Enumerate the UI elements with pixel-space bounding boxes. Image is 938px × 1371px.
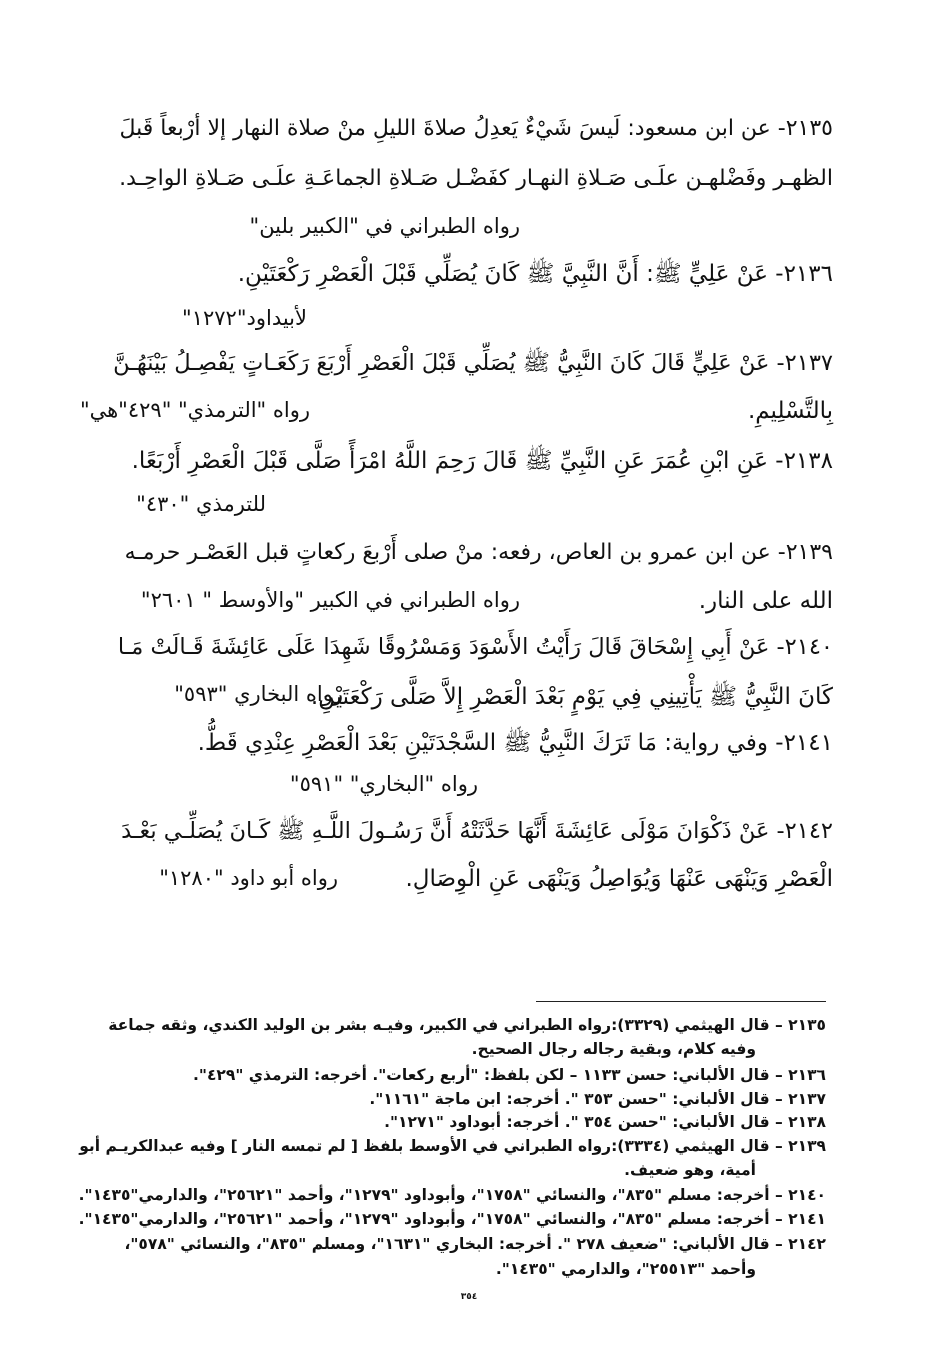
hadith-2139-reference: رواه الطبراني في الكبير "والأوسط " ٢٦٠١" — [140, 588, 520, 612]
hadith-2142-line-2: الْعَصْرِ وَيَنْهَى عَنْهَا وَيُوَاصِلُ وَيَنْهَى عَنِ الْوِصَالِ. — [405, 866, 833, 892]
hadith-2138-reference: للترمذي "٤٣٠" — [136, 492, 266, 516]
hadith-2140-line-2: كَانَ النَّبِيُّ ﷺ يَأْتِينِي فِي يَوْمٍ بَعْدَ الْعَصْرِ إِلاَّ صَلَّى رَكْعَتَيْنِ. — [310, 684, 833, 710]
hadith-2135-reference: رواه الطبراني في "الكبير بلين" — [249, 214, 520, 238]
hadith-2142-reference: رواه أبو داود "١٢٨٠" — [159, 866, 338, 890]
footnote-2135-line-1: ٢١٣٥ – قال الهيثمي (٣٣٢٩):رواه الطبراني في الكبير، وفيـه بشر بن الوليد الكندي، وثقه جماعة — [108, 1016, 826, 1034]
hadith-2137-reference: رواه "الترمذي" "٤٢٩"هي" — [79, 398, 310, 422]
footnote-2135-line-2: وفيه كلام، وبقية رجاله رجال الصحيح. — [471, 1040, 756, 1058]
footnote-2141: ٢١٤١ – أخرجه: مسلم "٨٣٥"، والنسائي "١٧٥٨"، وأبوداود "١٢٧٩"، وأحمد "٢٥٦٢١"، والدارمي"١٤٣٥". — [78, 1210, 826, 1228]
hadith-2141-line-1: ٢١٤١- وفي رواية: مَا تَرَكَ النَّبِيُّ ﷺ السَّجْدَتَيْنِ بَعْدَ الْعَصْرِ عِنْدِي قَطُّ. — [197, 730, 833, 756]
hadith-2140-line-1: ٢١٤٠- عَنْ أَبِي إِسْحَاقَ قَالَ رَأَيْتُ الأَسْوَدَ وَمَسْرُوقًا شَهِدَا عَلَى عَائِشَةَ قَـالَتْ مَـا — [117, 634, 833, 660]
hadith-2136-line-1: ٢١٣٦- عَنْ عَلِيٍّ ﷺ: أَنَّ النَّبِيَّ ﷺ كَانَ يُصَلِّي قَبْلَ الْعَصْرِ رَكْعَتَيْنِ. — [237, 261, 833, 287]
hadith-2140-reference: رواه البخاري "٥٩٣" — [174, 682, 343, 706]
hadith-2139-line-1: ٢١٣٩- عن ابن عمرو بن العاص، رفعه: منْ صلى أَرْبعَ ركعاتٍ قبل العَصْـر حرمـه — [124, 540, 833, 565]
footnote-2142-line-1: ٢١٤٢ – قال الألباني: "ضعيف ٢٧٨ ". أخرجه: البخاري "١٦٣١"، ومسلم "٨٣٥"، والنسائي "٥٧٨"، — [124, 1235, 826, 1253]
hadith-2141-reference: رواه "البخاري" "٥٩١" — [289, 772, 478, 796]
footnote-2138: ٢١٣٨ – قال الألباني: "حسن ٣٥٤ ". أخرجه: أبوداود "١٢٧١". — [384, 1113, 826, 1131]
hadith-2137-line-2: بِالتَّسْلِيمِ. — [747, 398, 833, 424]
hadith-2137-line-1: ٢١٣٧- عَنْ عَلِيٍّ قَالَ كَانَ النَّبِيُّ ﷺ يُصَلِّي قَبْلَ الْعَصْرِ أَرْبَعَ رَكَعَـاتٍ يَفْصِـلُ بَيْنَهُـنَّ — [113, 350, 833, 376]
page-number: ٣٥٤ — [460, 1292, 478, 1302]
footnote-2142-line-2: وأحمد "٢٥٥١٣"، والدارمي "١٤٣٥". — [495, 1260, 756, 1278]
hadith-2136-reference: لأبيداود"١٢٧٢" — [182, 306, 307, 330]
hadith-2139-line-2: الله على النار. — [698, 588, 833, 614]
hadith-2138-line-1: ٢١٣٨- عَنِ ابْنِ عُمَرَ عَنِ النَّبِيِّ ﷺ قَالَ رَحِمَ اللَّهُ امْرَأً صَلَّى قَبْلَ الْعَصْرِ أَرْبَعًا. — [131, 448, 833, 474]
footnote-2140: ٢١٤٠ – أخرجه: مسلم "٨٣٥"، والنسائي "١٧٥٨"، وأبوداود "١٢٧٩"، وأحمد "٢٥٦٢١"، والدارمي"١٤٣٥". — [78, 1186, 826, 1204]
footnote-2137: ٢١٣٧ – قال الألباني: "حسن ٣٥٣ ". أخرجه: ابن ماجة "١١٦١". — [369, 1090, 826, 1108]
hadith-2135-line-1: ٢١٣٥- عن ابن مسعود: لَيسَ شَيْءٌ يَعدِلُ صلاةَ الليلِ منْ صلاة النهار إلا أرْبعاً قَبلَ — [119, 116, 833, 141]
footnote-2139-line-2: أمية، وهو ضعيف. — [624, 1161, 756, 1179]
hadith-2135-line-2: الظهـر وفَضْلهـن علَـى صَـلاةِ النهـار كفَضْـل صَـلاةِ الجماعَـةِ علَـى صَـلاةِ الواحِـد. — [119, 166, 833, 191]
footnote-separator — [536, 1001, 826, 1002]
hadith-2142-line-1: ٢١٤٢- عَنْ ذَكْوَانَ مَوْلَى عَائِشَةَ أَنَّهَا حَدَّثَتْهُ أَنَّ رَسُـولَ اللَّـهِ ﷺ كَـانَ يُصَلِّـي بَعْـدَ — [121, 818, 833, 844]
footnote-2136: ٢١٣٦ – قال الألباني: حسن ١١٣٣ – لكن بلفظ: "أربع ركعات". أخرجه: الترمذي "٤٢٩". — [192, 1066, 826, 1084]
footnote-2139-line-1: ٢١٣٩ – قال الهيثمي (٣٣٣٤):رواه الطبراني في الأوسط بلفظ [ لم تمسه النار ] وفيه عبدالكريـم أبو — [79, 1137, 826, 1155]
